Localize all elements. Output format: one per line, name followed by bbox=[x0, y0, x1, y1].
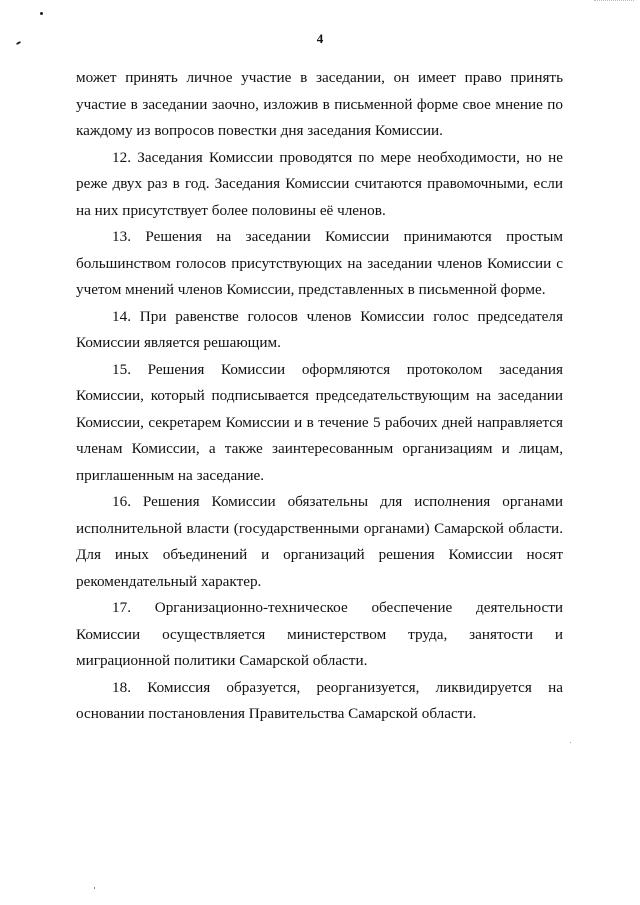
scan-speck bbox=[94, 887, 95, 889]
scan-edge-mark bbox=[594, 0, 634, 3]
paragraph-16: 16. Решения Комиссии обязательны для исполнения органами исполнительной власти (государственными органами) Самарской области. Для иных объединений и организаций решения Комиссии носят рекомендательный характер. bbox=[76, 493, 563, 590]
scan-speck bbox=[570, 742, 571, 743]
document-body bbox=[76, 65, 563, 728]
paragraph-18: 18. Комиссия образуется, реорганизуется, ликвидируется на основании постановления Правительства Самарской области. bbox=[76, 678, 563, 722]
paragraph-17: 17. Организационно-техническое обеспечение деятельности Комиссии осуществляется министерством труда, занятости и миграционной политики Самарской области. bbox=[76, 599, 563, 669]
paragraph-12: 12. Заседания Комиссии проводятся по мере необходимости, но не реже двух раз в год. Заседания Комиссии считаются правомочными, если на них присутствует более половины её членов. bbox=[76, 148, 563, 219]
paragraph-continuation: может принять личное участие в заседании, он имеет право принять участие в заседании заочно, изложив в письменной форме свое мнение по каждому из вопросов повестки дня заседания Комиссии. bbox=[76, 69, 563, 139]
paragraph-13: 13. Решения на заседании Комиссии принимаются простым большинством голосов присутствующих на заседании членов Комиссии с учетом мнений членов Комиссии, представленных в письменной форме. bbox=[76, 228, 563, 298]
paragraph-14: 14. При равенстве голосов членов Комиссии голос председателя Комиссии является решающим. bbox=[76, 307, 563, 351]
page-number: 4 bbox=[316, 31, 324, 46]
scan-speck bbox=[40, 12, 43, 15]
paragraph-15: 15. Решения Комиссии оформляются протоколом заседания Комиссии, который подписывается председательствующим на заседании Комиссии, секретарем Комиссии и в течение 5 рабочих дней направляется членам Комиссии, а также заинтересованным организациям и лицам, приглашенным на заседание. bbox=[76, 360, 563, 484]
